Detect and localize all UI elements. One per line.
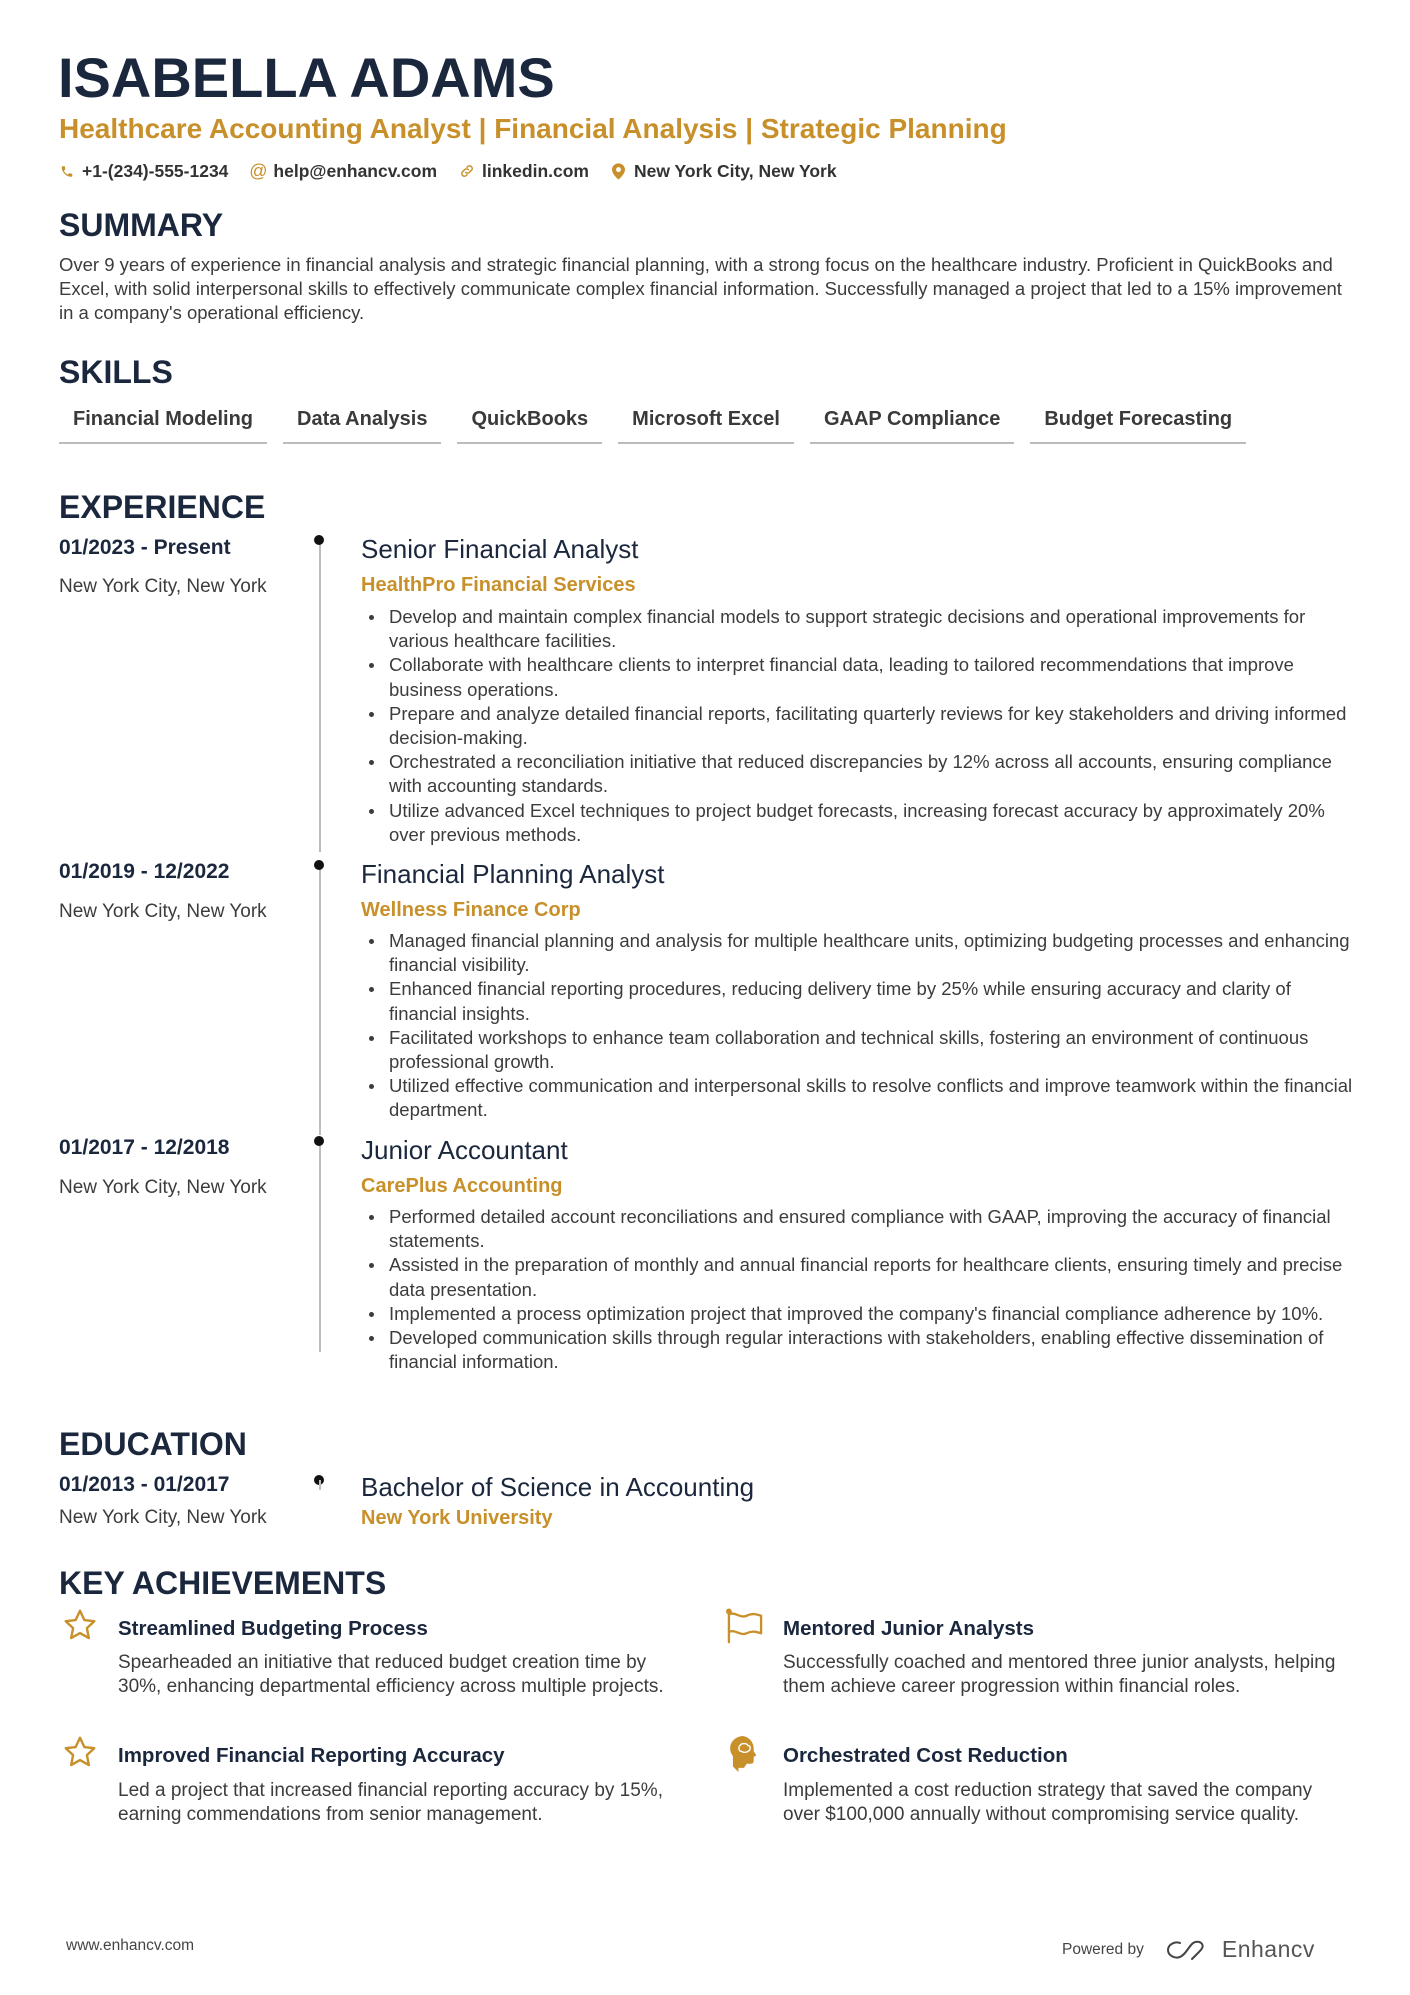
job-title: Senior Financial Analyst — [361, 534, 639, 564]
candidate-name: ISABELLA ADAMS — [58, 46, 555, 109]
head-brain-icon — [728, 1736, 764, 1772]
achievement-description: Implemented a cost reduction strategy that saved the company over $100,000 annually without compromising service quality. — [783, 1780, 1313, 1826]
achievement-description: Successfully coached and mentored three junior analysts, helping them achieve career progression within financial roles. — [783, 1652, 1336, 1698]
achievement-title: Improved Financial Reporting Accuracy — [118, 1744, 505, 1767]
flag-icon — [726, 1608, 762, 1644]
footer-website-link[interactable]: www.enhancv.com — [66, 1937, 195, 1954]
bullet-item: Enhanced financial reporting procedures, reducing delivery time by 25% while ensuring accuracy and clarity of financial insights. — [361, 977, 1361, 1025]
location-text: New York City, New York — [633, 161, 837, 181]
job-title: Financial Planning Analyst — [361, 859, 665, 889]
footer-powered-by[interactable] — [1062, 1936, 1315, 1963]
email-text: help@enhancv.com — [273, 161, 438, 181]
experience-heading: EXPERIENCE — [59, 489, 266, 525]
timeline-dot — [314, 535, 324, 545]
skills-heading: SKILLS — [59, 354, 173, 390]
timeline-line — [319, 1480, 321, 1490]
powered-by-label: Powered by — [1062, 1940, 1144, 1958]
skill-tag: QuickBooks — [457, 406, 602, 444]
location-pin-icon — [611, 162, 627, 180]
bullet-item: Develop and maintain complex financial models to support strategic decisions and operational improvements for various healthcare facilities. — [361, 605, 1361, 653]
job-location: New York City, New York — [59, 901, 267, 922]
achievement-description: Led a project that increased financial reporting accuracy by 15%, earning commendations from senior management. — [118, 1780, 663, 1826]
bullet-item: Prepare and analyze detailed financial reports, facilitating quarterly reviews for key stakeholders and driving informed decision-making. — [361, 702, 1361, 750]
timeline-line — [319, 865, 321, 1135]
education-heading: EDUCATION — [59, 1426, 247, 1462]
contact-email[interactable] — [250, 158, 437, 184]
bullet-item: Facilitated workshops to enhance team collaboration and technical skills, fostering an environment of continuous professional growth. — [361, 1026, 1361, 1074]
bullet-item: Collaborate with healthcare clients to interpret financial data, leading to tailored recommendations that improve business operations. — [361, 653, 1361, 701]
achievements-heading: KEY ACHIEVEMENTS — [59, 1565, 387, 1601]
timeline-line — [319, 540, 321, 852]
phone-icon — [59, 162, 75, 180]
job-bullets — [361, 605, 1361, 847]
skill-tag: GAAP Compliance — [810, 406, 1014, 444]
job-location: New York City, New York — [59, 1177, 267, 1198]
achievement-title: Orchestrated Cost Reduction — [783, 1744, 1068, 1767]
school-name: New York University — [361, 1507, 553, 1529]
bullet-item: Implemented a process optimization project that improved the company's financial compliance adherence by 10%. — [361, 1302, 1361, 1326]
star-icon — [62, 1607, 98, 1643]
link-icon — [459, 162, 475, 180]
bullet-item: Orchestrated a reconciliation initiative that reduced discrepancies by 12% across all accounts, ensuring compliance with accounting standards. — [361, 750, 1361, 798]
star-icon — [62, 1734, 98, 1770]
achievement-title: Streamlined Budgeting Process — [118, 1617, 428, 1640]
education-dates: 01/2013 - 01/2017 — [59, 1473, 230, 1496]
bullet-item: Utilized effective communication and interpersonal skills to resolve conflicts and improve teamwork within the financial department. — [361, 1074, 1361, 1122]
summary-text: Over 9 years of experience in financial analysis and strategic financial planning, with a strong focus on the healthcare industry. Proficient in QuickBooks and Excel, with solid interpersonal skills to effectively communicate complex financial information. Successfully managed a project that led to a 15% improvement in a company's operational efficiency. — [59, 254, 1342, 324]
phone-text: +1-(234)-555-1234 — [82, 161, 229, 181]
enhancv-logo — [1166, 1936, 1315, 1963]
bullet-item: Performed detailed account reconciliations and ensured compliance with GAAP, improving the accuracy of financial statements. — [361, 1205, 1361, 1253]
timeline-dot — [314, 1136, 324, 1146]
degree-title: Bachelor of Science in Accounting — [361, 1472, 755, 1502]
contact-location — [611, 158, 837, 184]
timeline-dot — [314, 860, 324, 870]
contact-bar — [59, 158, 837, 184]
achievement-title: Mentored Junior Analysts — [783, 1617, 1034, 1640]
skill-tag: Budget Forecasting — [1030, 406, 1246, 444]
contact-linkedin[interactable] — [459, 158, 589, 184]
skill-tag: Data Analysis — [283, 406, 441, 444]
job-title: Junior Accountant — [361, 1135, 568, 1165]
job-location: New York City, New York — [59, 576, 267, 597]
bullet-item: Assisted in the preparation of monthly and annual financial reports for healthcare clients, ensuring timely and precise data presentation. — [361, 1253, 1361, 1301]
job-dates: 01/2023 - Present — [59, 536, 231, 559]
bullet-item: Managed financial planning and analysis for multiple healthcare units, optimizing budgeting processes and enhancing financial visibility. — [361, 929, 1361, 977]
job-dates: 01/2019 - 12/2022 — [59, 860, 230, 883]
achievement-description: Spearheaded an initiative that reduced budget creation time by 30%, enhancing departmental efficiency across multiple projects. — [118, 1652, 664, 1698]
company-name: Wellness Finance Corp — [361, 899, 581, 921]
skill-tag: Microsoft Excel — [618, 406, 794, 444]
bullet-item: Utilize advanced Excel techniques to project budget forecasts, increasing forecast accuracy by approximately 20% over previous methods. — [361, 799, 1361, 847]
at-icon: @ — [249, 161, 268, 181]
summary-heading: SUMMARY — [59, 207, 224, 243]
education-location: New York City, New York — [59, 1507, 267, 1528]
company-name: HealthPro Financial Services — [361, 574, 636, 596]
skills-list — [59, 406, 1246, 444]
linkedin-text: linkedin.com — [482, 161, 589, 181]
contact-phone[interactable] — [59, 158, 228, 184]
enhancv-infinity-icon — [1166, 1938, 1212, 1962]
timeline-line — [319, 1141, 321, 1352]
company-name: CarePlus Accounting — [361, 1175, 563, 1197]
job-bullets — [361, 929, 1361, 1123]
job-bullets — [361, 1205, 1361, 1374]
headline: Healthcare Accounting Analyst | Financial Analysis | Strategic Planning — [59, 113, 1007, 144]
skill-tag: Financial Modeling — [59, 406, 267, 444]
job-dates: 01/2017 - 12/2018 — [59, 1136, 230, 1159]
enhancv-brand-text: Enhancv — [1221, 1936, 1315, 1962]
bullet-item: Developed communication skills through regular interactions with stakeholders, enabling effective dissemination of financial information. — [361, 1326, 1361, 1374]
